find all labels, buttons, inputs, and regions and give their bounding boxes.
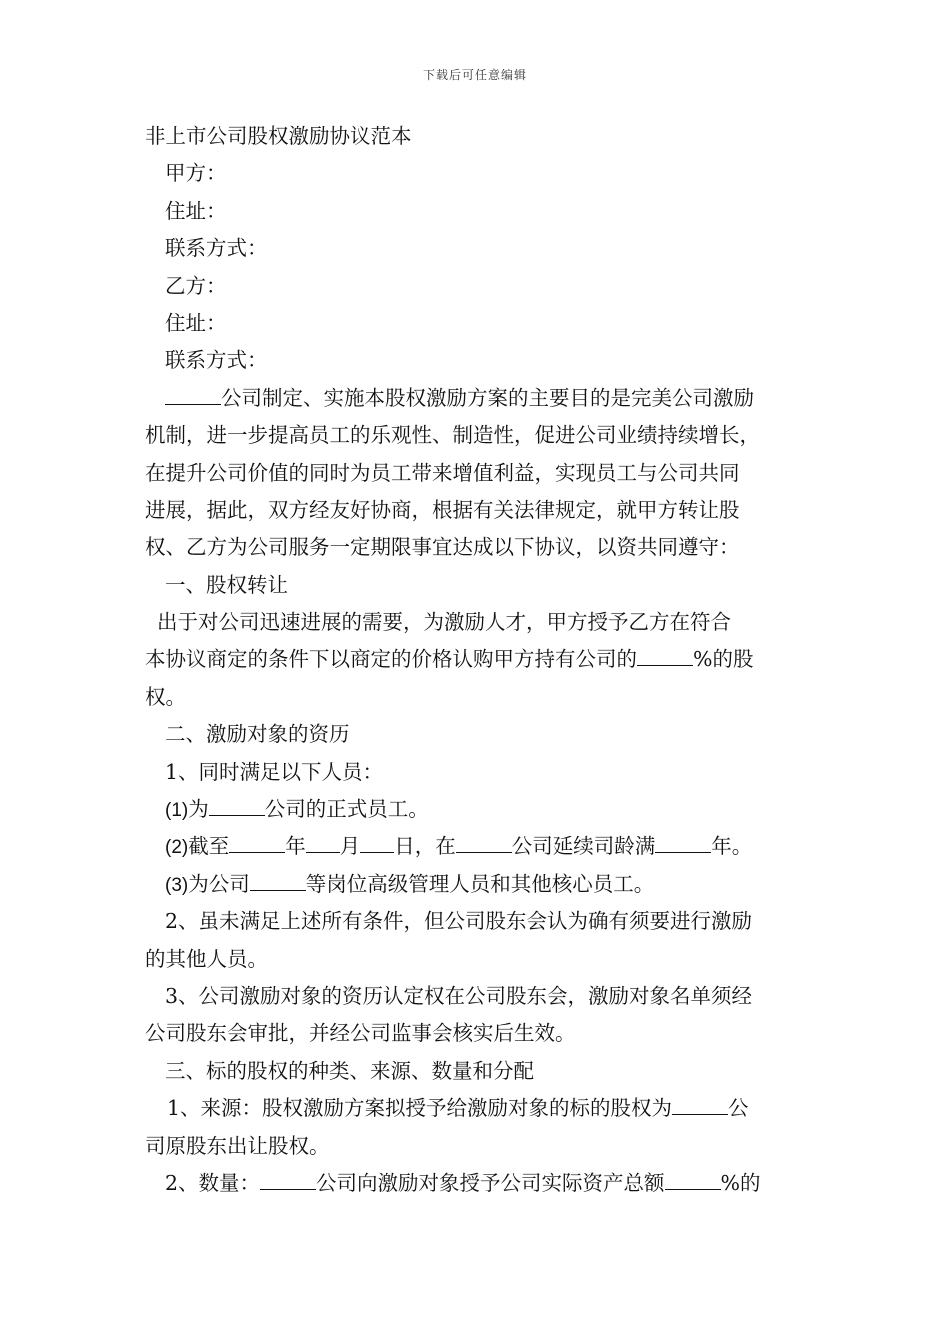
condition-3-number: (3) [165,874,189,896]
header-note: 下载后可任意编辑 [422,68,527,82]
section-3-item-1-text-a: 1、来源：股权激励方案拟授予给激励对象的标的股权为 [167,1096,673,1121]
blank-company-2 [456,834,512,853]
condition-2-text-e: 公司延续司龄满 [511,834,656,859]
party-a-label: 甲方： [165,161,227,186]
condition-2-text-d: 日，在 [394,834,456,859]
blank-source-company [672,1096,728,1115]
blank-month [306,834,340,853]
section-2-item-2-line-2: 的其他人员。 [145,946,268,971]
section-3-item-2-text-b: 公司向激励对象授予公司实际资产总额 [316,1170,665,1195]
party-b-label: 乙方： [165,273,227,298]
intro-line-4: 进展，据此，双方经友好协商，根据有关法律规定，就甲方转让股 [145,497,740,522]
intro-line-5: 权、乙方为公司服务一定期限事宜达成以下协议，以资共同遵守： [145,535,740,560]
condition-2-text-b: 年 [285,834,306,859]
section-1-para-line-2 [145,641,805,678]
section-3-item-2-line-1 [145,1165,805,1202]
intro-line-1 [145,380,805,417]
section-3-item-2-text-a: 2、数量： [165,1170,261,1195]
section-1-percent-suffix: %的股 [693,647,754,672]
condition-1-text-a: 为 [188,797,209,822]
party-a-contact-label: 联系方式： [165,236,268,261]
condition-1-number: (1) [165,800,189,822]
condition-1-text-b: 公司的正式员工。 [264,797,429,822]
intro-text-1: 公司制定、实施本股权激励方案的主要目的是完美公司激励 [221,385,754,410]
condition-3-text-a: 为公司 [188,871,250,896]
blank-day [360,834,394,853]
section-1-para-line-3: 权。 [145,684,186,709]
blank-company-name [165,386,221,405]
section-1-para-text-2: 本协议商定的条件下以商定的价格认购甲方持有公司的 [145,647,637,672]
party-a-address-label: 住址： [165,198,227,223]
condition-2-text-f: 年。 [711,834,753,859]
condition-2-number: (2) [165,837,189,859]
section-2-item-3-line-2: 公司股东会审批，并经公司监事会核实后生效。 [145,1021,576,1046]
section-2-item-2-line-1: 2、虽未满足上述所有条件，但公司股东会认为确有须要进行激励 [165,909,753,934]
section-2-item-1: 1、同时满足以下人员： [165,759,384,784]
condition-3-text-b: 等岗位高级管理人员和其他核心员工。 [305,871,655,896]
condition-2-text-a: 截至 [188,834,230,859]
section-2-condition-2 [145,828,805,865]
intro-line-3: 在提升公司价值的同时为员工带来增值利益，实现员工与公司共同 [145,460,740,485]
section-3-item-2-text-c: %的 [720,1170,761,1195]
section-3-heading: 三、标的股权的种类、来源、数量和分配 [165,1058,534,1083]
section-2-item-3-line-1: 3、公司激励对象的资历认定权在公司股东会，激励对象名单须经 [165,983,753,1008]
section-3-item-1-line-2: 司原股东出让股权。 [145,1133,330,1158]
blank-company [209,797,265,816]
party-b-contact-label: 联系方式： [165,348,268,373]
section-2-condition-1 [145,791,805,828]
condition-2-text-c: 月 [339,834,361,859]
blank-granting-company [260,1171,316,1190]
intro-line-2: 机制，进一步提高员工的乐观性、制造性，促进公司业绩持续增长， [145,423,760,448]
blank-position [250,872,306,891]
section-1-para-line-1: 出于对公司迅速进展的需要，为激励人才，甲方授予乙方在符合 [157,610,731,635]
blank-years [655,834,711,853]
document-title: 非上市公司股权激励协议范本 [145,124,412,148]
blank-asset-percent [665,1171,721,1190]
blank-year [229,834,285,853]
section-3-item-1-text-b: 公 [728,1096,749,1121]
party-b-address-label: 住址： [165,310,227,335]
section-1-heading: 一、股权转让 [165,572,288,597]
section-2-heading: 二、激励对象的资历 [165,722,350,747]
document-body [145,118,805,1202]
section-3-item-1-line-1 [145,1090,805,1127]
blank-percent [637,647,693,666]
section-2-condition-3 [145,866,805,903]
